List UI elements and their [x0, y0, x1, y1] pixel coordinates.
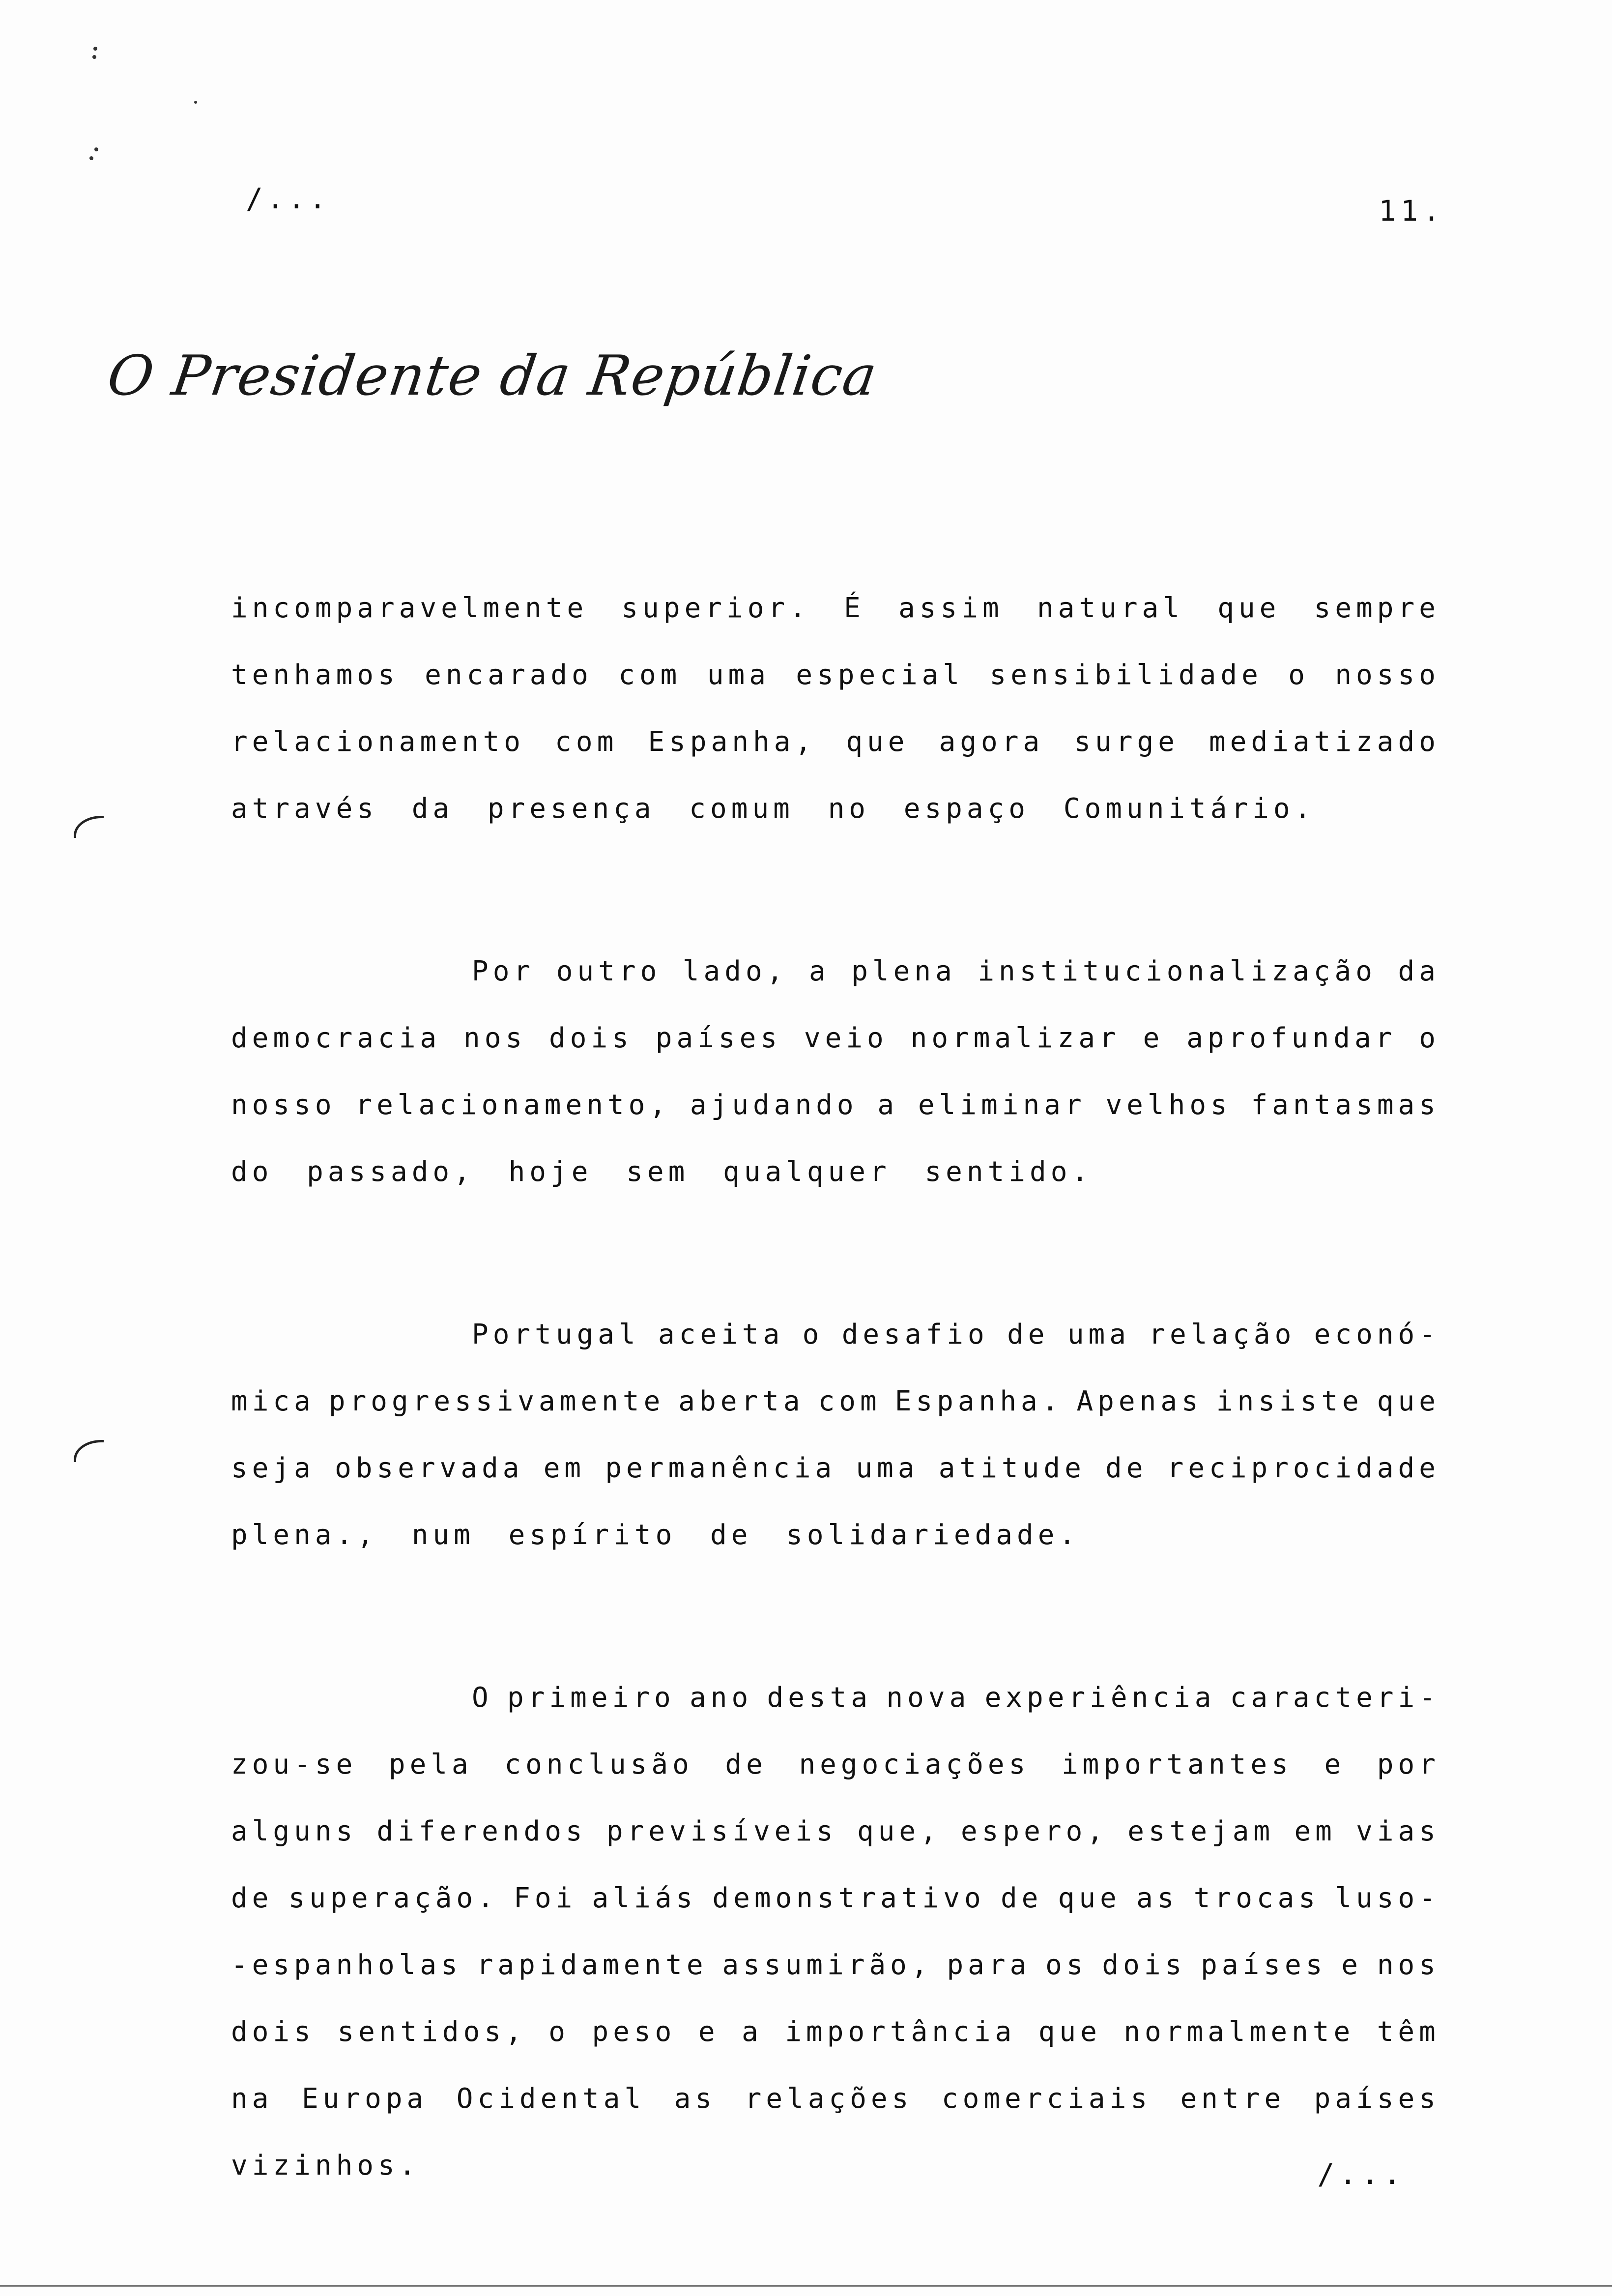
- word: agora: [939, 726, 1044, 758]
- scan-speck: [89, 156, 93, 160]
- word: lado,: [682, 955, 788, 987]
- word: seja: [231, 1452, 315, 1484]
- word: a: [808, 955, 830, 987]
- word: O: [472, 1682, 493, 1714]
- word: fantasmas: [1251, 1089, 1440, 1121]
- word: que: [1377, 1385, 1440, 1417]
- word: relações: [745, 2083, 913, 2115]
- text-line: [231, 575, 1440, 642]
- word: que: [1058, 1882, 1121, 1914]
- word: luso-: [1335, 1882, 1440, 1914]
- paragraph: [231, 1665, 1440, 2199]
- word: o: [1288, 659, 1309, 691]
- word: Apenas: [1076, 1385, 1203, 1417]
- word: com: [818, 1385, 881, 1417]
- word: nosso: [231, 1089, 336, 1121]
- body-text: [231, 575, 1440, 2295]
- word: reciprocidade: [1167, 1452, 1440, 1484]
- word: outro: [556, 955, 662, 987]
- word: e: [698, 2016, 720, 2048]
- text-line: [231, 1665, 1440, 1731]
- word: relacionamento: [231, 726, 525, 758]
- word: os: [1045, 1949, 1088, 1981]
- word: normalizar: [910, 1022, 1121, 1054]
- word: países: [1201, 1949, 1327, 1981]
- word: e: [1324, 1749, 1346, 1780]
- word: com: [555, 726, 618, 758]
- word: para: [947, 1949, 1031, 1981]
- word: que: [846, 726, 909, 758]
- word: trocas: [1193, 1882, 1320, 1914]
- text-line: [231, 1368, 1440, 1435]
- text-line: [231, 709, 1440, 775]
- word: nos: [1377, 1949, 1440, 1981]
- text-line: [231, 1301, 1440, 1368]
- word: aliás: [592, 1882, 697, 1914]
- word: o: [548, 2016, 570, 2048]
- scan-speck: [93, 47, 97, 51]
- scan-speck: [94, 147, 98, 151]
- word: importância: [785, 2016, 1016, 2048]
- text-line: [231, 1731, 1440, 1798]
- word: mica: [231, 1385, 315, 1417]
- word: que,: [857, 1815, 941, 1847]
- word: ajudando: [690, 1089, 858, 1121]
- page-number: 11.: [1379, 194, 1445, 228]
- word: surge: [1074, 726, 1179, 758]
- paragraph: [231, 1301, 1440, 1569]
- word: eliminar: [918, 1089, 1086, 1121]
- word: por: [1377, 1749, 1440, 1780]
- word: países: [1314, 2083, 1440, 2115]
- word: em: [543, 1452, 586, 1484]
- word: a: [877, 1089, 899, 1121]
- continuation-marker-top: /...: [246, 182, 330, 215]
- word: diferendos: [376, 1815, 587, 1847]
- word: demonstrativo: [712, 1882, 985, 1914]
- word: da: [1398, 955, 1440, 987]
- text-line: [231, 1999, 1440, 2066]
- word: comerciais: [941, 2083, 1152, 2115]
- word: uma: [1067, 1319, 1130, 1350]
- word: superior.: [621, 592, 810, 624]
- word: aceita: [658, 1319, 784, 1350]
- word: velhos: [1105, 1089, 1232, 1121]
- word: rapidamente: [476, 1949, 708, 1981]
- word: sensibilidade: [989, 659, 1263, 691]
- word: países: [655, 1022, 782, 1054]
- word: natural: [1036, 592, 1184, 624]
- word: espero,: [961, 1815, 1108, 1847]
- word: entre: [1180, 2083, 1286, 2115]
- word: experiência: [984, 1682, 1216, 1714]
- word: de: [231, 1882, 273, 1914]
- word: Espanha.: [894, 1385, 1063, 1417]
- letterhead-title: O Presidente da República: [103, 344, 882, 408]
- word: veio: [804, 1022, 888, 1054]
- word: Espanha,: [648, 726, 816, 758]
- word: encarado: [425, 659, 593, 691]
- word: sempre: [1314, 592, 1440, 624]
- word: especial: [796, 659, 964, 691]
- margin-mark: [74, 1440, 104, 1462]
- word: aprofundar: [1186, 1022, 1397, 1054]
- word: previsíveis: [606, 1815, 837, 1847]
- word: de: [1000, 1882, 1043, 1914]
- text-line: plena., num espírito de solidariedade.: [231, 1519, 1080, 1551]
- word: É: [844, 592, 865, 624]
- word: caracteri-: [1230, 1682, 1440, 1714]
- word: incomparavelmente: [231, 592, 588, 624]
- word: relação: [1149, 1319, 1296, 1350]
- word: democracia: [231, 1022, 441, 1054]
- word: -espanholas: [231, 1949, 462, 1981]
- word: aberta: [678, 1385, 805, 1417]
- word: em: [1294, 1815, 1336, 1847]
- paragraph: [231, 938, 1440, 1205]
- word: normalmente: [1123, 2016, 1355, 2048]
- word: que: [1217, 592, 1281, 624]
- word: dois: [549, 1022, 633, 1054]
- word: observada: [335, 1452, 524, 1484]
- word: sentidos,: [337, 2016, 526, 2048]
- word: uma: [707, 659, 770, 691]
- word: econó-: [1314, 1319, 1440, 1350]
- word: estejam: [1127, 1815, 1275, 1847]
- text-line: [231, 1005, 1440, 1072]
- word: Por: [472, 955, 535, 987]
- word: zou-se: [231, 1749, 357, 1780]
- word: atitude: [938, 1452, 1086, 1484]
- word: assim: [898, 592, 1004, 624]
- text-line: do passado, hoje sem qualquer sentido.: [231, 1156, 1093, 1188]
- text-line: [231, 938, 1440, 1005]
- word: têm: [1377, 2016, 1440, 2048]
- word: o: [1419, 1022, 1440, 1054]
- word: vias: [1356, 1815, 1440, 1847]
- word: o: [802, 1319, 824, 1350]
- word: com: [618, 659, 682, 691]
- word: tenhamos: [231, 659, 399, 691]
- word: uma: [856, 1452, 919, 1484]
- scan-edge-rule: [0, 2285, 1612, 2287]
- word: superação.: [288, 1882, 498, 1914]
- word: nosso: [1335, 659, 1440, 691]
- word: peso: [592, 2016, 676, 2048]
- text-line: [231, 1072, 1440, 1139]
- word: desafio: [841, 1319, 989, 1350]
- word: negociações: [799, 1749, 1030, 1780]
- word: dois: [1102, 1949, 1186, 1981]
- text-line: [231, 2066, 1440, 2132]
- word: Europa: [301, 2083, 428, 2115]
- text-line: [231, 1865, 1440, 1932]
- word: mediatizado: [1209, 726, 1440, 758]
- word: ano: [690, 1682, 753, 1714]
- word: na: [231, 2083, 273, 2115]
- word: nova: [886, 1682, 971, 1714]
- word: a: [742, 2016, 763, 2048]
- text-line: [231, 1932, 1440, 1999]
- word: desta: [767, 1682, 872, 1714]
- scan-speck: [92, 55, 96, 59]
- word: dois: [231, 2016, 315, 2048]
- word: plena: [851, 955, 956, 987]
- text-line: vizinhos.: [231, 2150, 420, 2181]
- text-line: através da presença comum no espaço Comunitário.: [231, 793, 1316, 825]
- word: assumirão,: [722, 1949, 932, 1981]
- word: as: [1136, 1882, 1179, 1914]
- word: de: [725, 1749, 767, 1780]
- word: nos: [463, 1022, 527, 1054]
- word: insiste: [1216, 1385, 1363, 1417]
- text-line: [231, 1798, 1440, 1865]
- word: as: [674, 2083, 717, 2115]
- continuation-marker-bottom: /...: [1317, 2157, 1406, 2191]
- word: que: [1038, 2016, 1101, 2048]
- word: de: [1007, 1319, 1049, 1350]
- word: e: [1143, 1022, 1164, 1054]
- word: relacionamento,: [355, 1089, 671, 1121]
- text-line: [231, 642, 1440, 709]
- word: primeiro: [507, 1682, 675, 1714]
- paragraph: [231, 575, 1440, 842]
- word: Portugal: [472, 1319, 640, 1350]
- word: conclusão: [504, 1749, 693, 1780]
- word: Ocidental: [456, 2083, 646, 2115]
- word: permanência: [605, 1452, 836, 1484]
- word: e: [1341, 1949, 1362, 1981]
- word: pela: [388, 1749, 473, 1780]
- word: Foi: [514, 1882, 577, 1914]
- text-line: [231, 1435, 1440, 1502]
- scan-speck: [194, 101, 197, 104]
- margin-mark: [74, 816, 104, 838]
- word: institucionalização: [978, 955, 1377, 987]
- word: de: [1105, 1452, 1148, 1484]
- word: importantes: [1061, 1749, 1293, 1780]
- word: progressivamente: [328, 1385, 665, 1417]
- word: alguns: [231, 1815, 357, 1847]
